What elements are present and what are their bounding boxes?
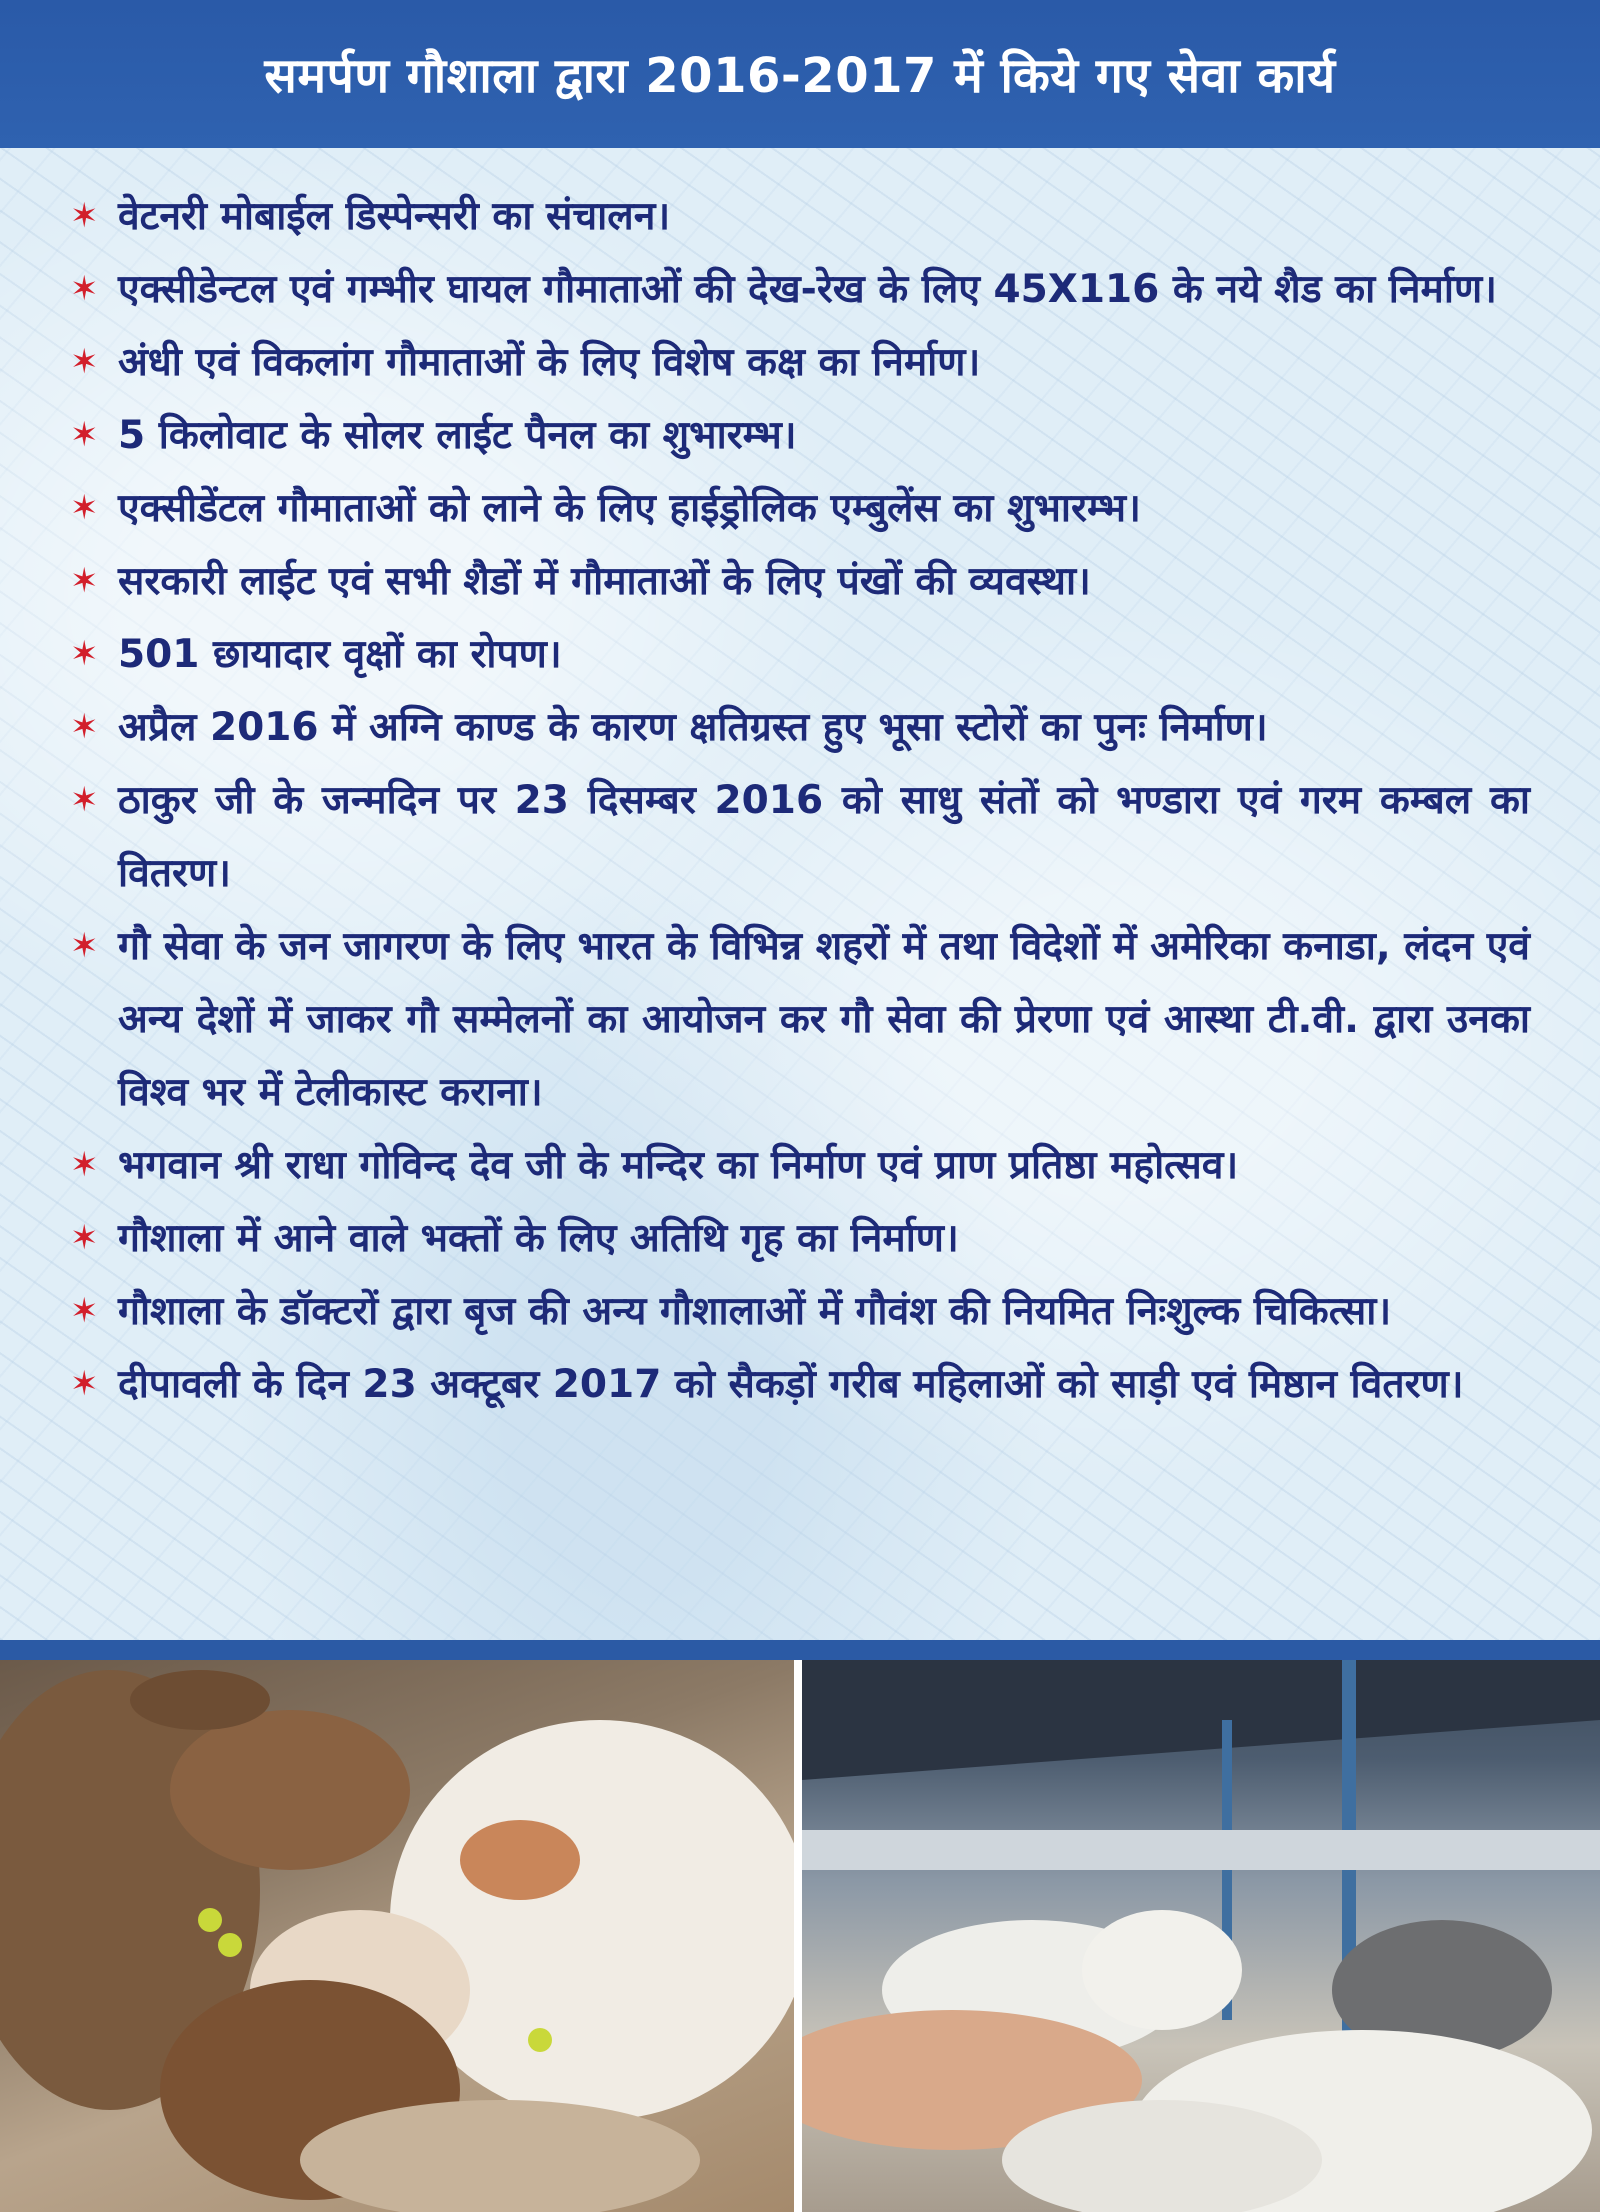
header-banner <box>0 0 1600 148</box>
list-item <box>70 764 1530 910</box>
calf-ear <box>130 1670 270 1730</box>
red-star-icon: ✶ <box>70 780 99 820</box>
shed-wall <box>802 1830 1600 1870</box>
list-item <box>70 545 1530 618</box>
list-item-text: गौ सेवा के जन जागरण के लिए भारत के विभिन्न शहरों में तथा विदेशों में अमेरिका कनाडा, लंदन एवं अन्य देशों में जाकर गौ सम्मेलनों का आयोजन कर गौ सेवा की प्रेरणा एवं आस्था टी.वी. द्वारा उनका विश्व भर में टेलीकास्ट कराना। <box>118 924 1530 1115</box>
blue-divider <box>0 1640 1600 1660</box>
red-star-icon: ✶ <box>70 415 99 455</box>
red-star-icon: ✶ <box>70 196 99 236</box>
list-item-text: अप्रैल 2016 में अग्नि काण्ड के कारण क्षतिग्रस्त हुए भूसा स्टोरों का पुनः निर्माण। <box>118 705 1268 750</box>
page-title: समर्पण गौशाला द्वारा 2016-2017 में किये गए सेवा कार्य <box>264 47 1336 104</box>
cow-shed-illustration <box>802 1660 1600 2212</box>
list-item-text: दीपावली के दिन 23 अक्टूबर 2017 को सैकड़ों गरीब महिलाओं को साड़ी एवं मिष्ठान वितरण। <box>118 1362 1464 1407</box>
photo-separator <box>794 1660 802 2212</box>
calves-illustration <box>0 1660 794 2212</box>
calves-photo <box>0 1660 794 2212</box>
list-item-text: वेटनरी मोबाईल डिस्पेन्सरी का संचालन। <box>118 194 671 239</box>
list-item-text: गौशाला में आने वाले भक्तों के लिए अतिथि गृह का निर्माण। <box>118 1216 959 1261</box>
cow-shed-photo <box>802 1660 1600 2212</box>
list-item <box>70 1129 1530 1202</box>
list-item <box>70 326 1530 399</box>
red-star-icon: ✶ <box>70 342 99 382</box>
list-item-text: ठाकुर जी के जन्मदिन पर 23 दिसम्बर 2016 को साधु संतों को भण्डारा एवं गरम कम्बल का वितरण। <box>118 778 1530 896</box>
list-item-text: एक्सीडेन्टल एवं गम्भीर घायल गौमाताओं की देख-रेख के लिए 45X116 के नये शैड का निर्माण। <box>118 267 1497 312</box>
list-item-text: 501 छायादार वृक्षों का रोपण। <box>118 632 562 677</box>
red-star-icon: ✶ <box>70 269 99 309</box>
list-item-text: अंधी एवं विकलांग गौमाताओं के लिए विशेष कक्ष का निर्माण। <box>118 340 981 385</box>
red-star-icon: ✶ <box>70 488 99 528</box>
red-star-icon: ✶ <box>70 634 99 674</box>
list-item <box>70 1275 1530 1348</box>
service-list <box>0 148 1600 1421</box>
list-item-text: गौशाला के डॉक्टरों द्वारा बृज की अन्य गौशालाओं में गौवंश की नियमित निःशुल्क चिकित्सा। <box>118 1289 1392 1334</box>
red-star-icon: ✶ <box>70 1291 99 1331</box>
list-item <box>70 472 1530 545</box>
shed-roof <box>802 1660 1600 1780</box>
list-item <box>70 691 1530 764</box>
red-star-icon: ✶ <box>70 561 99 601</box>
cow <box>1082 1910 1242 2030</box>
collar-bead <box>528 2028 552 2052</box>
list-item <box>70 1348 1530 1421</box>
red-star-icon: ✶ <box>70 926 99 966</box>
red-star-icon: ✶ <box>70 707 99 747</box>
list-item <box>70 180 1530 253</box>
list-item-text: सरकारी लाईट एवं सभी शैडों में गौमाताओं के लिए पंखों की व्यवस्था। <box>118 559 1091 604</box>
list-item <box>70 399 1530 472</box>
list-item-text: भगवान श्री राधा गोविन्द देव जी के मन्दिर का निर्माण एवं प्राण प्रतिष्ठा महोत्सव। <box>118 1143 1239 1188</box>
list-item <box>70 253 1530 326</box>
list-item <box>70 910 1530 1129</box>
list-item-text: एक्सीडेंटल गौमाताओं को लाने के लिए हाईड्रोलिक एम्बुलेंस का शुभारम्भ। <box>118 486 1141 531</box>
service-list-panel <box>0 148 1600 1640</box>
collar-bead <box>198 1908 222 1932</box>
red-star-icon: ✶ <box>70 1218 99 1258</box>
list-item <box>70 1202 1530 1275</box>
red-star-icon: ✶ <box>70 1364 99 1404</box>
list-item <box>70 618 1530 691</box>
calf-spots <box>460 1820 580 1900</box>
list-item-text: 5 किलोवाट के सोलर लाईट पैनल का शुभारम्भ। <box>118 413 797 458</box>
brown-calf-head <box>170 1710 410 1870</box>
red-star-icon: ✶ <box>70 1145 99 1185</box>
collar-bead <box>218 1933 242 1957</box>
